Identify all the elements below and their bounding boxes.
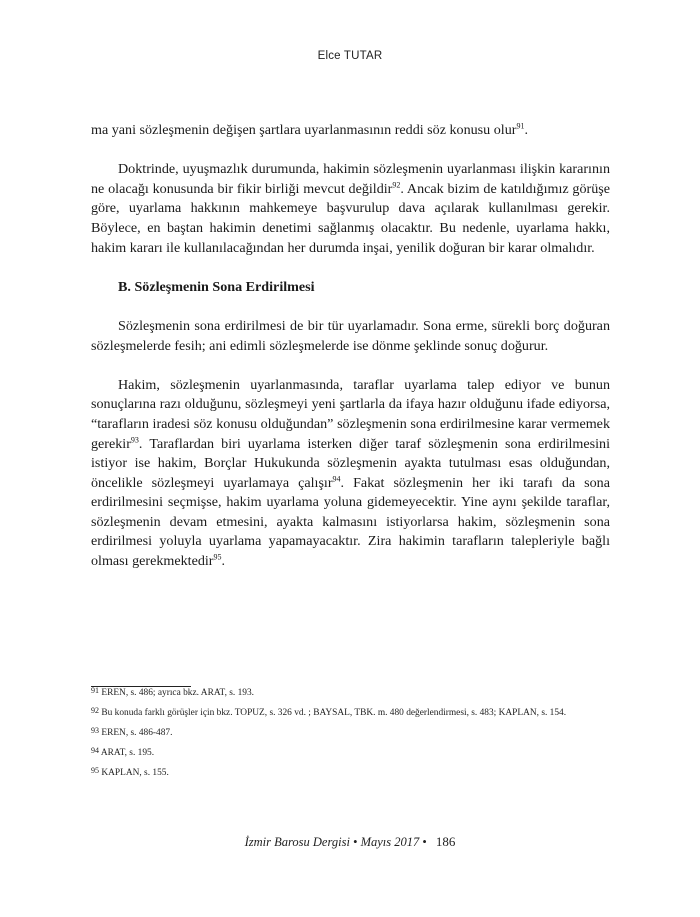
running-head: Elce TUTAR [317, 50, 383, 62]
paragraph-termination: Sözleşmenin sona erdirilmesi de bir tür uyarlamadır. Sona erme, sürekli borç doğuran sözleşmelerde fesih; ani edimli sözleşmelerde ise dönme şeklinde sonuç doğurur. [91, 317, 610, 354]
footnote-ref-92[interactable]: 92 [392, 180, 401, 190]
journal-name: İzmir Barosu Dergisi [244, 835, 350, 849]
footnote-91: $^{91}$ EREN, s. 486; ayrıca bkz. ARAT, s. 193. [91, 686, 255, 698]
footer-bullet: • [353, 835, 358, 849]
journal-issue: Mayıs 2017 [360, 835, 420, 849]
section-heading: B. Sözleşmenin Sona Erdirilmesi [118, 278, 315, 295]
footnote-ref-93[interactable]: 93 [130, 434, 139, 444]
footnote-95: $^{95}$ KAPLAN, s. 155. [91, 766, 169, 778]
body-text [91, 121, 610, 572]
page-footer [0, 834, 700, 850]
footnote-ref-91[interactable]: 91 [516, 121, 525, 131]
footnote-92: $^{92}$ Bu konuda farklı görüşler için bkz. TOPUZ, s. 326 vd. ; BAYSAL, TBK. m. 480 değerlendirmesi, s. 483; KAPLAN, s. 154. [91, 706, 567, 718]
footnote-94: $^{94}$ ARAT, s. 195. [91, 746, 155, 758]
page-number: 186 [435, 834, 456, 849]
footnote-ref-94[interactable]: 94 [332, 474, 341, 483]
paragraph-judge: Hakim, sözleşmenin uyarlanmasında, taraflar uyarlama talep ediyor ve bunun sonuçlarına razı olduğunu, sözleşmeyi yeni şartlarla da ifaya hazır olduğunu ifade ediyorsa, “tarafların iradesi söz konusu olduğundan” sözleşmenin sona erdirilmesine karar vermemek gerekir$^{93}$. Taraflardan biri uyarlama isterken diğer taraf sözleşmenin sona erdirilmesini istiyor ise hakim, Borçlar Hukukunda sözleşmenin ayakta tutulması esas olduğundan, öncelikle sözleşmeyi uyarlamaya çalışır$^{94}$. Fakat sözleşmenin her iki tarafı da sona erdirilmesini seçmişse, hakim uyarlama yoluna gidemeyecektir. Yine aynı şekilde taraflar, sözleşmenin devam etmesini, ayakta kalmasını istiyorlarsa hakim, sözleşmenin sona erdirilmesi yoluyla uyarlama yapamayacaktır. Zira hakimin tarafların talepleriyle bağlı olması gerekmektedir$^{95}$. [91, 376, 610, 570]
footer-bullet-2: • [422, 835, 427, 849]
footnote-ref-95[interactable]: 95 [213, 552, 222, 562]
paragraph-doctrine: Doktrinde, uyuşmazlık durumunda, hakimin sözleşmenin uyarlanması ilişkin kararının ne olacağı konusunda bir fikir birliği mevcut değildir$^{92}$. Ancak bizim de katıldığımız görüşe göre, uyarlama hakkının mahkemeye başvurulup dava açılarak kullanılması gerekir. Böylece, en baştan hakimin denetimi sağlanmış olacaktır. Bu nedenle, uyarlama hakkı, hakim kararı ile kullanılacağından her durumda inşai, yenilik doğuran bir karar olmalıdır. [91, 161, 610, 256]
footnotes [91, 687, 610, 787]
footnote-93: $^{93}$ EREN, s. 486-487. [91, 726, 173, 738]
paragraph-continuation: ma yani sözleşmenin değişen şartlara uyarlanmasının reddi söz konusu olur$^{91}$. [91, 121, 528, 138]
